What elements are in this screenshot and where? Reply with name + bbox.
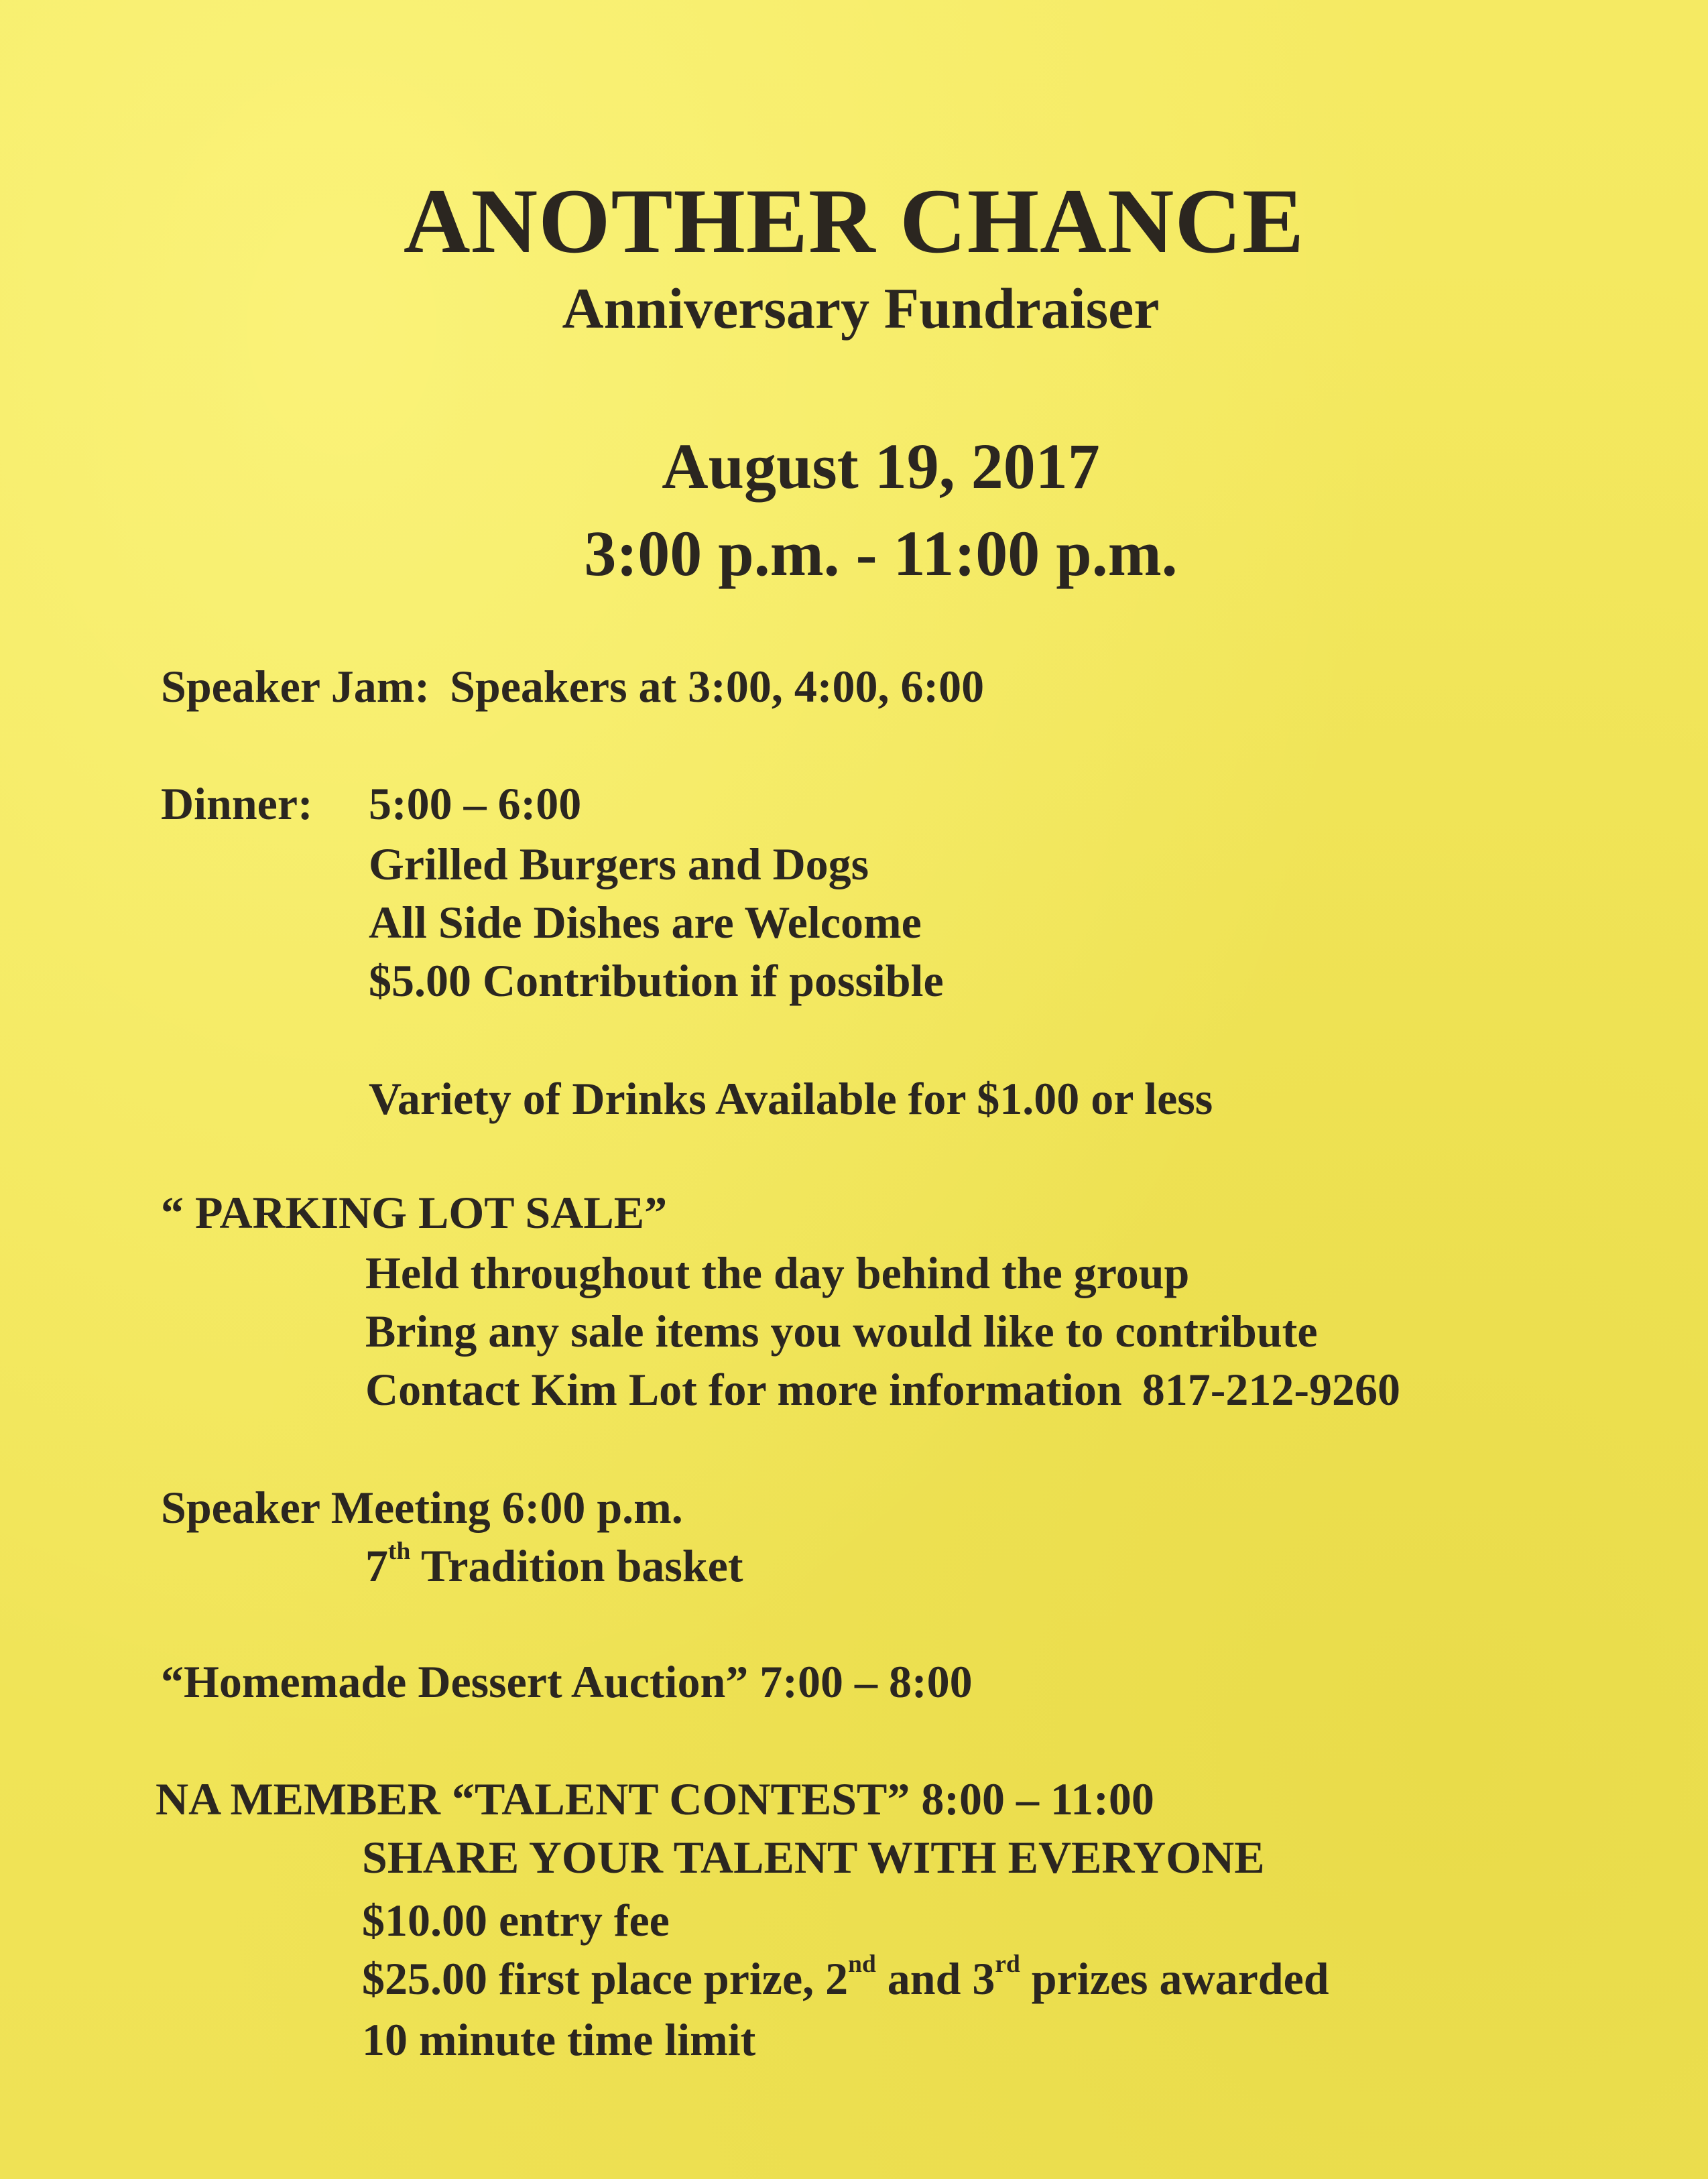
speaker-jam-text: Speakers at 3:00, 4:00, 6:00 (450, 661, 985, 712)
flyer-subtitle: Anniversary Fundraiser (562, 276, 1160, 340)
speaker-jam-label: Speaker Jam: (161, 661, 430, 712)
speaker-jam-line (161, 660, 984, 713)
dinner-time: 5:00 – 6:00 (369, 778, 582, 829)
dinner-line-1: Grilled Burgers and Dogs (369, 838, 869, 889)
talent-prize-line (362, 1952, 1329, 2005)
dinner-line-3: $5.00 Contribution if possible (369, 955, 944, 1006)
speaker-meeting-heading: Speaker Meeting 6:00 p.m. (161, 1482, 683, 1533)
prize-text-c: prizes awarded (1020, 1953, 1329, 2004)
dinner-line-2: All Side Dishes are Welcome (369, 897, 922, 948)
talent-fee-line: $10.00 entry fee (362, 1895, 670, 1946)
dinner-label: Dinner: (161, 778, 313, 829)
event-date: August 19, 2017 (662, 430, 1100, 502)
tradition-text: Tradition basket (410, 1540, 743, 1591)
event-time: 3:00 p.m. - 11:00 p.m. (584, 517, 1178, 589)
talent-contest-heading: NA MEMBER “TALENT CONTEST” 8:00 – 11:00 (156, 1773, 1154, 1824)
dessert-auction-line: “Homemade Dessert Auction” 7:00 – 8:00 (161, 1656, 973, 1707)
prize-text-b: and 3 (875, 1953, 995, 2004)
contact-phone: 817-212-9260 (1142, 1364, 1401, 1415)
talent-time-limit-line: 10 minute time limit (362, 2014, 756, 2065)
prize-suffix-rd: rd (995, 1950, 1020, 1978)
tradition-basket-line (365, 1540, 743, 1593)
flyer-title: ANOTHER CHANCE (403, 170, 1305, 272)
contact-text: Contact Kim Lot for more information (365, 1364, 1122, 1415)
parking-lot-line-1: Held throughout the day behind the group (365, 1247, 1190, 1298)
drinks-line: Variety of Drinks Available for $1.00 or less (369, 1073, 1213, 1124)
parking-lot-line-2: Bring any sale items you would like to contribute (365, 1306, 1318, 1357)
prize-text-a: $25.00 first place prize, 2 (362, 1953, 849, 2004)
prize-suffix-nd: nd (848, 1950, 876, 1978)
talent-share-line: SHARE YOUR TALENT WITH EVERYONE (362, 1832, 1265, 1883)
parking-lot-sale-heading: “ PARKING LOT SALE” (161, 1187, 668, 1238)
tradition-suffix: th (388, 1538, 411, 1565)
tradition-number: 7 (365, 1540, 388, 1591)
parking-lot-contact-line (365, 1363, 1400, 1416)
